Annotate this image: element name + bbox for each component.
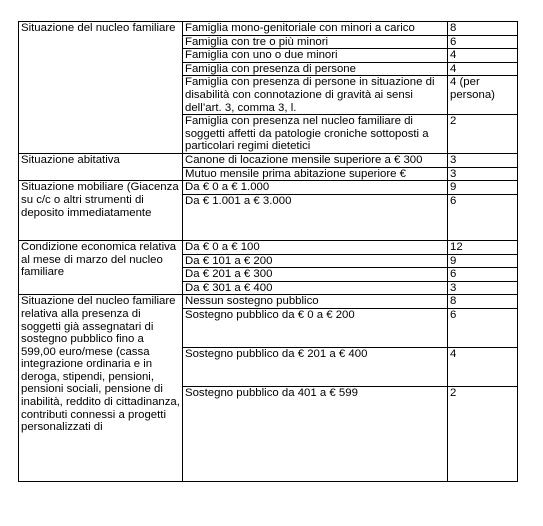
criterion-cell: Famiglia con presenza nel nucleo familiare di soggetti affetti da patologie croniche sottoposti a particolari regimi dietetici [183,115,448,154]
criterion-cell: Famiglia con tre o più minori [183,35,448,49]
table-row [19,295,518,309]
points-cell: 6 [448,308,518,347]
points-cell: 8 [448,22,518,36]
criterion-cell: Da € 0 a € 100 [183,240,448,254]
points-cell: 9 [448,181,518,195]
criterion-cell: Sostegno pubblico da € 0 a € 200 [183,308,448,347]
points-cell: 9 [448,254,518,268]
criterion-cell: Famiglia con presenza di persone [183,62,448,76]
category-cell: Situazione del nucleo familiare [19,22,183,154]
points-cell: 2 [448,386,518,481]
table-row [19,181,518,195]
points-cell: 6 [448,268,518,282]
table-row [19,240,518,254]
table-row [19,154,518,168]
category-cell: Situazione del nucleo familiare relativa alla presenza di soggetti già assegnatari di sostegno pubblico fino a 599,00 euro/mese (cassa integrazione ordinaria e in deroga, stipendi, pensioni, pensioni sociali, pensione di inabilità, reddito di cittadinanza, contributi connessi a progetti personalizzati di [19,295,183,482]
table-row [19,22,518,36]
criterion-cell: Da € 301 a € 400 [183,281,448,295]
category-cell: Situazione abitativa [19,154,183,181]
points-cell: 8 [448,295,518,309]
points-cell: 2 [448,115,518,154]
criteria-table [18,21,518,482]
points-cell: 12 [448,240,518,254]
criterion-cell: Famiglia mono-genitoriale con minori a carico [183,22,448,36]
points-cell: 3 [448,281,518,295]
criterion-cell: Da € 1.001 a € 3.000 [183,194,448,240]
criterion-cell: Da € 101 a € 200 [183,254,448,268]
criterion-cell: Famiglia con presenza di persone in situazione di disabilità con connotazione di gravità ai sensi dell’art. 3, comma 3, l. [183,76,448,115]
points-cell: 3 [448,154,518,168]
criterion-cell: Sostegno pubblico da 401 a € 599 [183,386,448,481]
points-cell: 4 (per persona) [448,76,518,115]
category-cell: Condizione economica relativa al mese di marzo del nucleo familiare [19,240,183,294]
points-cell: 6 [448,35,518,49]
points-cell: 6 [448,194,518,240]
criterion-cell: Mutuo mensile prima abitazione superiore € [183,167,448,181]
criterion-cell: Da € 201 a € 300 [183,268,448,282]
criterion-cell: Da € 0 a € 1.000 [183,181,448,195]
points-cell: 3 [448,167,518,181]
points-cell: 4 [448,347,518,386]
category-cell: Situazione mobiliare (Giacenza su c/c o altri strumenti di deposito immediatamente [19,181,183,241]
criterion-cell: Sostegno pubblico da € 201 a € 400 [183,347,448,386]
criterion-cell: Canone di locazione mensile superiore a € 300 [183,154,448,168]
criterion-cell: Famiglia con uno o due minori [183,49,448,63]
points-cell: 4 [448,49,518,63]
points-cell: 4 [448,62,518,76]
criterion-cell: Nessun sostegno pubblico [183,295,448,309]
